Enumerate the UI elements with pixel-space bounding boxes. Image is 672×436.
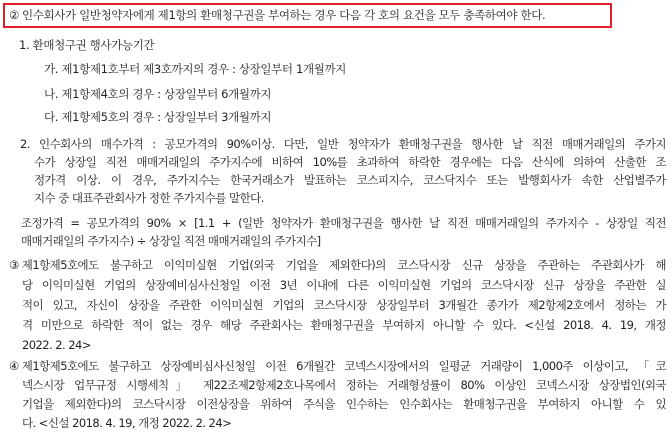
formula-line: 매매거래일의 주가지수) ÷ 상장일 직전 매매거래일의 주가지수] <box>21 234 321 248</box>
paragraph-3-line: 격 미만으로 하락한 적이 없는 경우 해당 주관회사는 환매청구권을 부여하지 아니할 수 있다. <신설 2018. 4. 19, 개정 <box>22 318 666 332</box>
item-2-line: 수가 상장일 직전 매매거래일의 주가지수에 비하여 10%를 초과하여 하락한 경우에는 다음 산식에 의하여 산출한 조 <box>34 155 666 169</box>
paragraph-3-line: 당 이익미실현 기업의 상장예비심사신청일 이전 3년 이내에 다른 이익미실현 기업의 코스닥시장 신규 상장을 주관한 실 <box>22 278 666 292</box>
paragraph-4-line: ④ 제1항제5호에도 불구하고 상장예비심사신청일 이전 6개월간 코넥스시장에서의 일평균 거래량이 1,000주 이상이고, 「코 <box>9 359 666 373</box>
paragraph-4-line: 넥스시장 업무규정 시행세칙」 제22조제2항제2호나목에서 정하는 거래형성률이 80% 이상인 코넥스시장 상장법인(외국 <box>22 378 666 392</box>
paragraph-4-line: 기업을 제외한다)의 코스닥시장 이전상장을 위하여 주식을 인수하는 인수회사는 환매청구권을 부여하지 아니할 수 있 <box>22 397 666 411</box>
item-1-sub-a: 가. 제1항제1호부터 제3호까지의 경우 : 상장일부터 1개월까지 <box>44 62 346 76</box>
item-2-line: 지수 중 대표주관회사가 정한 주가지수를 말한다. <box>34 191 264 205</box>
formula-line: 조정가격 = 공모가격의 90% × [1.1 + (일반 청약자가 환매청구권을 행사한 날 직전 매매거래일의 주가지수 - 상장일 직전 <box>21 216 666 230</box>
paragraph-2 <box>9 7 545 23</box>
paragraph-3-line: 2022. 2. 24> <box>22 338 91 352</box>
paragraph-marker: ③ <box>9 258 19 272</box>
item-1-sub-c: 다. 제1항제5호의 경우 : 상장일부터 3개월까지 <box>44 110 272 124</box>
item-2-line: 2. 인수회사의 매수가격 : 공모가격의 90%이상. 다만, 일반 청약자가 환매청구권을 행사한 날 직전 매매거래일의 주가지 <box>20 137 666 151</box>
paragraph-4-line: 다. <신설 2018. 4. 19, 개정 2022. 2. 24> <box>22 416 232 430</box>
item-2-line: 정가격 이상. 이 경우, 주가지수는 한국거래소가 발표하는 코스피지수, 코스닥지수 또는 발행회사가 속한 산업별주가 <box>34 173 666 187</box>
item-1-heading: 1. 환매청구권 행사가능기간 <box>19 38 155 52</box>
paragraph-3-line: ③ 제1항제5호에도 불구하고 이익미실현 기업(외국 기업을 제외한다)의 코스닥시장 신규 상장을 주관하는 주관회사가 해 <box>9 258 666 272</box>
paragraph-marker: ② <box>9 8 19 22</box>
item-1-sub-b: 나. 제1항제4호의 경우 : 상장일부터 6개월까지 <box>44 87 272 101</box>
paragraph-3-line: 적이 있고, 자신이 상장을 주관한 이익미실현 기업의 코스닥시장 상장일부터 3개월간 종가가 제2항제2호에서 정하는 가 <box>22 298 666 312</box>
paragraph-marker: ④ <box>9 359 19 373</box>
paragraph-text: 인수회사가 일반청약자에게 제1항의 환매청구권을 부여하는 경우 다음 각 호의 요건을 모두 충족하여야 한다. <box>21 8 546 22</box>
